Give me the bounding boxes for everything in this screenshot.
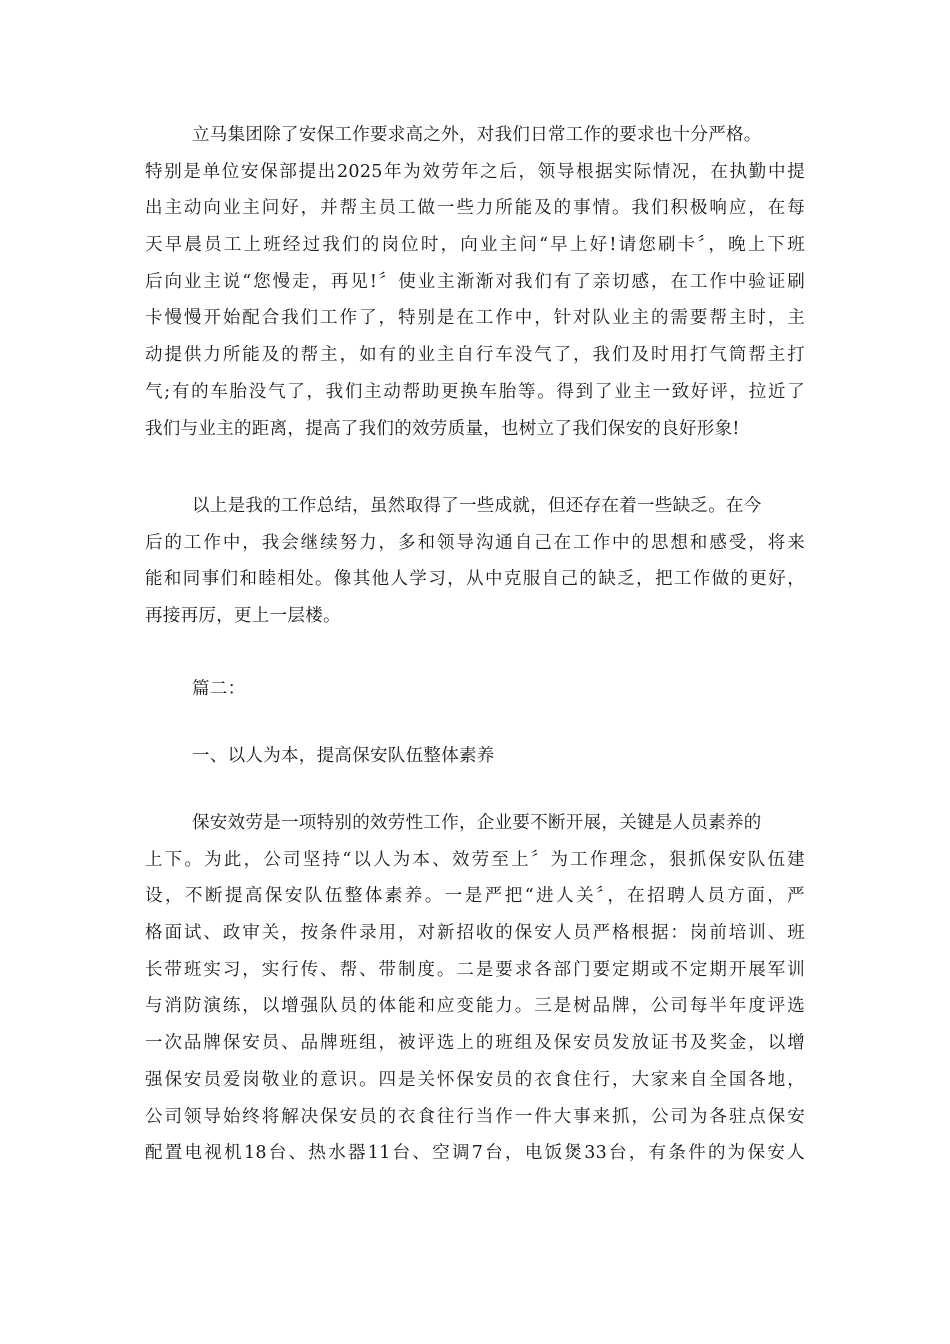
section-heading	[145, 738, 805, 775]
paragraph-line: 格面试、政审关，按条件录用，对新招收的保安人员严格根据：岗前培训、班	[145, 923, 805, 944]
paragraph-line: 上下。为此，公司坚持“以人为本、效劳至上〞为工作理念，狠抓保安队伍建	[145, 849, 805, 870]
paragraph-line: 立马集团除了安保工作要求高之外，对我们日常工作的要求也十分严格。	[192, 125, 762, 145]
paragraph-3	[145, 805, 805, 1172]
paragraph-line: 卡慢慢开始配合我们工作了，特别是在工作中，针对队业主的需要帮主时，主	[145, 308, 805, 329]
paragraph-line: 气;有的车胎没气了，我们主动帮助更换车胎等。得到了业主一致好评，拉近了	[145, 381, 805, 402]
section-label-text: 篇二：	[192, 679, 246, 699]
paragraph-line: 后向业主说“您慢走，再见!〞使业主渐渐对我们有了亲切感，在工作中验证刷	[145, 271, 805, 292]
paragraph-line: 长带班实习，实行传、帮、带制度。二是要求各部门要定期或不定期开展军训	[145, 959, 805, 980]
paragraph-1	[145, 117, 805, 447]
paragraph-line: 我们与业主的距离，提高了我们的效劳质量，也树立了我们保安的良好形象!	[145, 418, 740, 439]
paragraph-line: 能和同事们和睦相处。像其他人学习，从中克服自己的缺乏，把工作做的更好，	[145, 569, 805, 590]
paragraph-line: 公司领导始终将解决保安员的衣食往行当作一件大事来抓，公司为各驻点保安	[145, 1106, 805, 1127]
paragraph-line: 再接再厉，更上一层楼。	[145, 606, 341, 627]
paragraph-line: 后的工作中，我会继续努力，多和领导沟通自己在工作中的思想和感受，将来	[145, 532, 805, 553]
paragraph-line: 保安效劳是一项特别的效劳性工作，企业要不断开展，关键是人员素养的	[192, 813, 762, 833]
paragraph-line: 一次品牌保安员、品牌班组，被评选上的班组及保安员发放证书及奖金，以增	[145, 1033, 805, 1054]
paragraph-line: 出主动向业主问好，并帮主员工做一些力所能及的事情。我们积极响应，在每	[145, 198, 805, 219]
paragraph-line: 与消防演练，以增强队员的体能和应变能力。三是树品牌，公司每半年度评选	[145, 996, 805, 1017]
paragraph-line: 特别是单位安保部提出2025年为效劳年之后，领导根据实际情况，在执勤中提	[145, 161, 805, 182]
paragraph-line: 设，不断提高保安队伍整体素养。一是严把“进人关〞，在招聘人员方面，严	[145, 886, 805, 907]
paragraph-line: 天早晨员工上班经过我们的岗位时，向业主问“早上好!请您刷卡〞，晚上下班	[145, 235, 805, 256]
section-label	[145, 671, 805, 708]
paragraph-line: 以上是我的工作总结，虽然取得了一些成就，但还存在着一些缺乏。在今	[192, 496, 762, 516]
paragraph-line: 强保安员爱岗敬业的意识。四是关怀保安员的衣食住行，大家来自全国各地，	[145, 1069, 805, 1090]
section-heading-text: 一、以人为本，提高保安队伍整体素养	[192, 746, 495, 766]
paragraph-2	[145, 488, 805, 635]
paragraph-line: 动提供力所能及的帮主，如有的业主自行车没气了，我们及时用打气筒帮主打	[145, 345, 805, 366]
paragraph-line: 配置电视机18台、热水器11台、空调7台，电饭煲33台，有条件的为保安人	[145, 1143, 805, 1164]
